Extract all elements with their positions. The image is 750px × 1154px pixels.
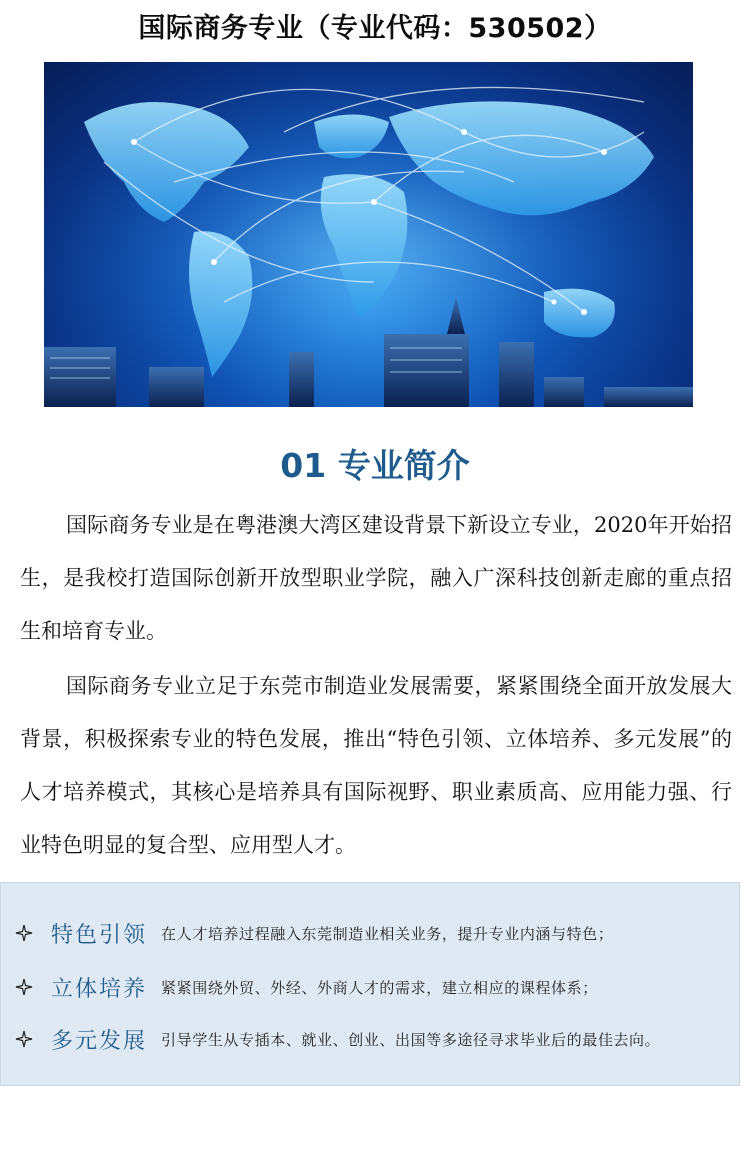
feature-label: 立体培养 xyxy=(51,976,148,1002)
page-title: 国际商务专业（专业代码：530502） xyxy=(138,13,612,44)
intro-paragraph-2: 国际商务专业立足于东莞市制造业发展需要，紧紧围绕全面开放发展大背景，积极探索专业的特色发展，推出“特色引领、立体培养、多元发展”的人才培养模式，其核心是培养具有国际视野、职业素质高、应用能力强、行业特色明显的复合型、应用型人才。 xyxy=(20,674,732,857)
feature-label: 特色引领 xyxy=(51,922,148,948)
feature-panel xyxy=(0,882,740,1086)
feature-item xyxy=(15,913,735,953)
four-point-star-icon xyxy=(15,1030,33,1048)
four-point-star-icon xyxy=(15,924,33,942)
feature-description: 引导学生从专插本、就业、创业、出国等多途径寻求毕业后的最佳去向。 xyxy=(161,1030,661,1049)
feature-description: 在人才培养过程融入东莞制造业相关业务，提升专业内涵与特色； xyxy=(161,924,614,943)
feature-item xyxy=(15,967,735,1007)
feature-label: 多元发展 xyxy=(51,1028,148,1054)
intro-paragraph-1: 国际商务专业是在粤港澳大湾区建设背景下新设立专业，2020年开始招生，是我校打造国际创新开放型职业学院，融入广深科技创新走廊的重点招生和培育专业。 xyxy=(20,513,732,643)
feature-description: 紧紧围绕外贸、外经、外商人才的需求，建立相应的课程体系； xyxy=(161,978,598,997)
four-point-star-icon xyxy=(15,978,33,996)
hero-image xyxy=(44,62,693,407)
section-heading: 01 专业简介 xyxy=(280,446,470,485)
world-map-illustration xyxy=(44,62,693,407)
feature-item xyxy=(15,1019,735,1059)
